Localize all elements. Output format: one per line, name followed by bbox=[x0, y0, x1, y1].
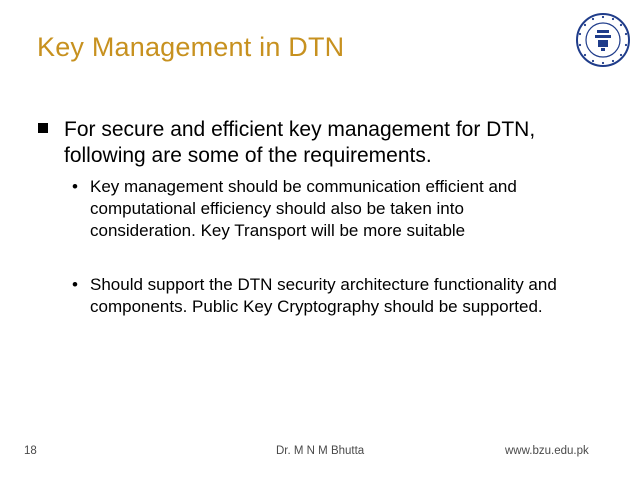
footer-author: Dr. M N M Bhutta bbox=[276, 445, 365, 457]
round-bullet-icon: • bbox=[72, 177, 78, 196]
main-bullet-text: For secure and efficient key management for DTN, following are some of the requirements. bbox=[64, 118, 536, 167]
sub-bullet-text: Should support the DTN security architecture functionality and components. Public Key Cryptography should be supported. bbox=[90, 275, 557, 316]
sub-bullet-1 bbox=[72, 176, 572, 242]
main-bullet bbox=[38, 117, 578, 169]
square-bullet-icon bbox=[38, 123, 48, 133]
page-number: 18 bbox=[24, 445, 37, 457]
sub-bullet-text: Key management should be communication efficient and computational efficiency should also be taken into consideration. Key Transport will be more suitable bbox=[90, 177, 517, 240]
university-logo-icon bbox=[575, 12, 631, 68]
sub-bullet-2 bbox=[72, 274, 572, 318]
footer-website: www.bzu.edu.pk bbox=[505, 445, 589, 457]
slide-title: Key Management in DTN bbox=[37, 32, 345, 62]
round-bullet-icon: • bbox=[72, 275, 78, 294]
